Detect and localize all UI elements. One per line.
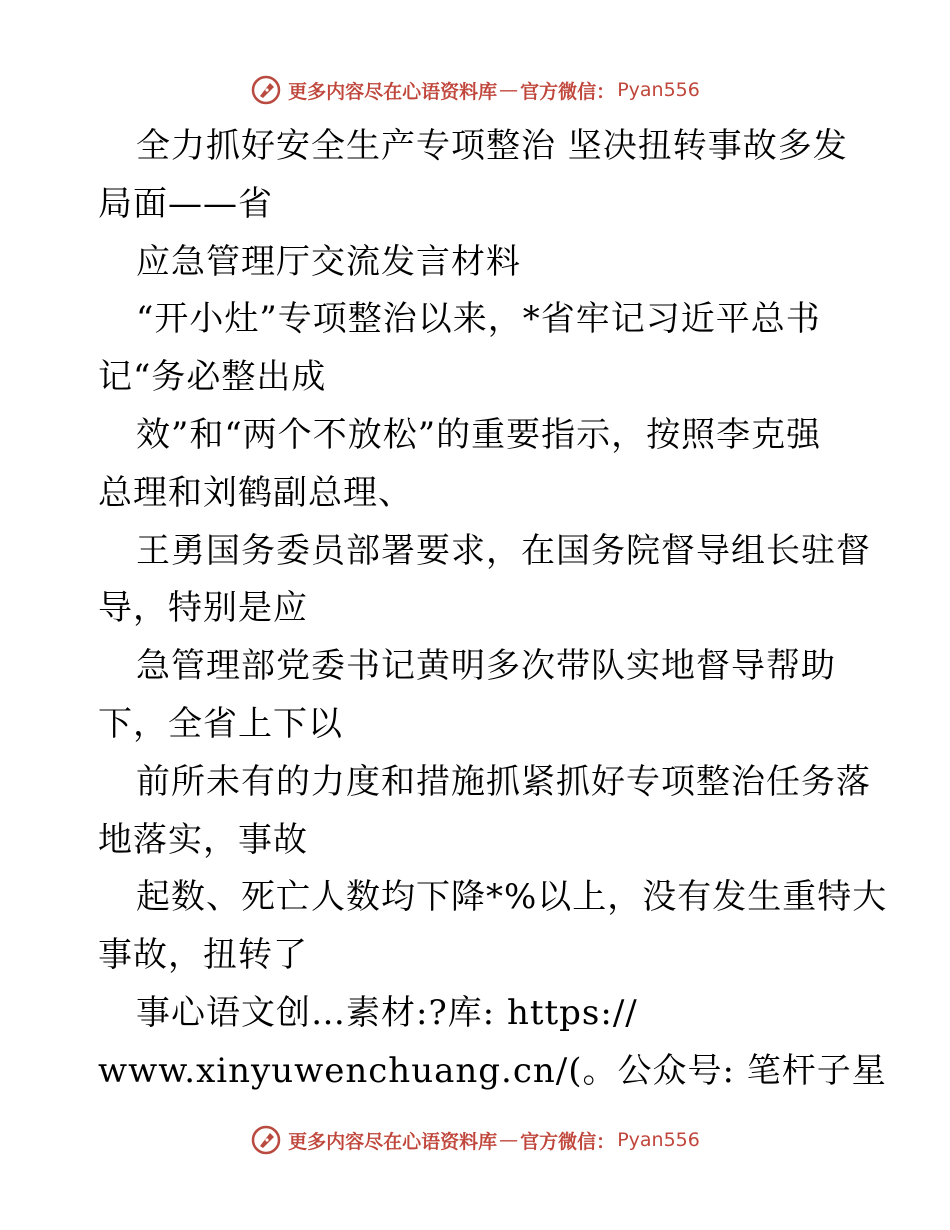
watermark-wechat-label: 官方微信： xyxy=(520,1130,616,1153)
watermark-site-text: 更多内容尽在心语资料库 xyxy=(288,1130,498,1153)
text-line: 王勇国务委员部署要求，在国务院督导组长驻督 xyxy=(136,530,871,571)
text-line: 急管理部党委书记黄明多次带队实地督导帮助 xyxy=(136,646,836,687)
text-line: 起数、死亡人数均下降*%以上，没有发生重特大 xyxy=(136,877,888,918)
footer-watermark xyxy=(0,1120,950,1160)
watermark-dash: — xyxy=(499,1129,519,1151)
watermark-wechat-id: Pyan556 xyxy=(617,79,700,101)
text-line: 导，特别是应 xyxy=(98,588,308,629)
watermark-dash: — xyxy=(499,79,519,101)
text-line: 应急管理厅交流发言材料 xyxy=(136,241,521,282)
watermark-wechat-label: 官方微信： xyxy=(520,80,616,103)
text-line: 局面——省 xyxy=(98,183,273,224)
document-body xyxy=(98,118,888,1101)
text-line: 事心语文创…素材:?库: https:// xyxy=(136,992,638,1033)
pen-nib-circle-icon xyxy=(250,74,282,106)
text-line: “开小灶”专项整治以来，*省牢记习近平总书 xyxy=(136,299,821,340)
text-line: 总理和刘鹤副总理、 xyxy=(98,472,413,513)
text-line: 地落实，事故 xyxy=(98,819,308,860)
text-line: 事故，扭转了 xyxy=(98,935,308,976)
text-line: 记“务必整出成 xyxy=(98,357,327,398)
text-line: 效”和“两个不放松”的重要指示，按照李克强 xyxy=(136,414,822,455)
pen-nib-circle-icon xyxy=(250,1124,282,1156)
text-line: www.xinyuwenchuang.cn/(。公众号: 笔杆子星 xyxy=(98,1050,887,1091)
watermark-site-text: 更多内容尽在心语资料库 xyxy=(288,80,498,103)
text-line: 下，全省上下以 xyxy=(98,703,343,744)
text-line: 全力抓好安全生产专项整治 坚决扭转事故多发 xyxy=(136,126,848,166)
watermark-wechat-id: Pyan556 xyxy=(617,1129,700,1151)
text-line: 前所未有的力度和措施抓紧抓好专项整治任务落 xyxy=(136,761,871,802)
header-watermark xyxy=(0,70,950,110)
